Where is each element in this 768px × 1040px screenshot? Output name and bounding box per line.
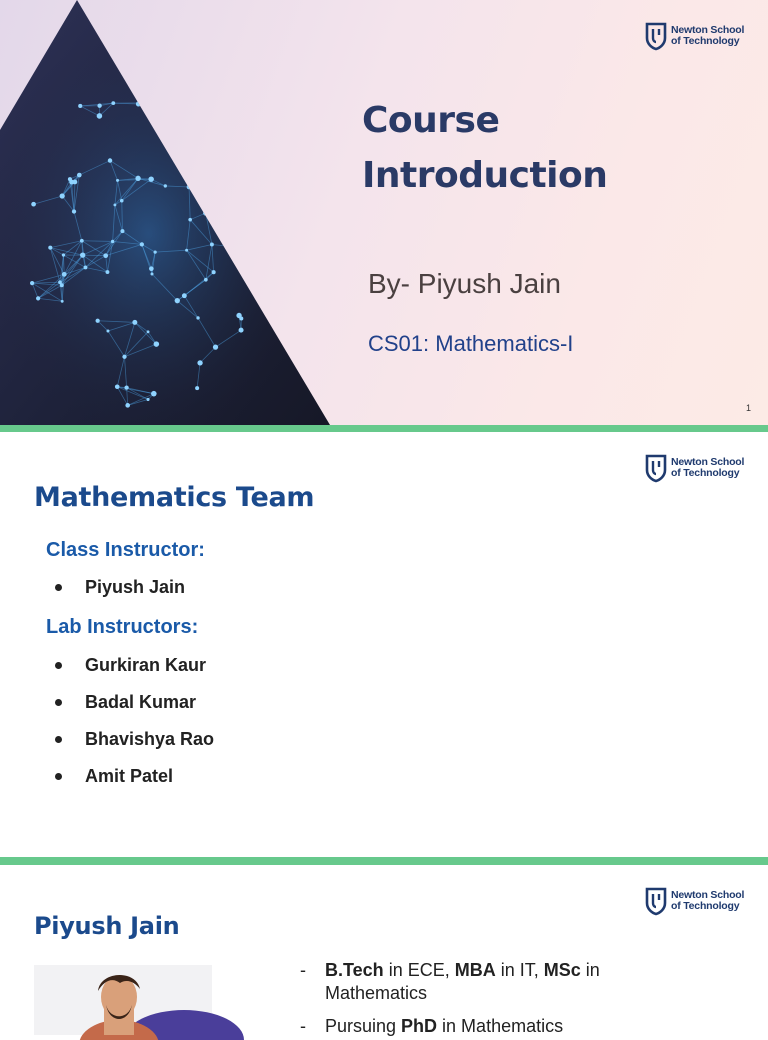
newton-shield-icon (645, 454, 667, 482)
network-node (61, 300, 64, 303)
network-node (111, 101, 115, 105)
qualification-fragment: Pursuing (325, 1016, 401, 1036)
qualification-text (325, 1015, 655, 1038)
network-node (149, 266, 154, 271)
logo-text-line2: of Technology (671, 468, 744, 479)
network-node (212, 107, 218, 113)
network-node (150, 273, 153, 276)
network-node (116, 179, 119, 182)
list-item (55, 729, 214, 750)
network-node (154, 250, 157, 253)
class-instructor-heading: Class Instructor: (46, 539, 205, 562)
qualification-text (325, 959, 655, 1005)
network-node (122, 355, 126, 359)
qualification-fragment: in Mathematics (325, 960, 600, 1003)
instructor-profile-slide (0, 865, 768, 1024)
qualification-highlight: MSc (544, 960, 581, 980)
qualification-highlight: MBA (455, 960, 496, 980)
network-node (182, 293, 187, 298)
network-node (213, 344, 218, 349)
network-node (188, 218, 192, 222)
bullet-icon (55, 584, 62, 591)
class-instructor-name: Piyush Jain (85, 577, 185, 598)
slide-title-line2: Introduction (362, 155, 607, 196)
network-node (242, 246, 247, 251)
network-node (196, 316, 199, 319)
qualification-fragment: in Mathematics (437, 1016, 563, 1036)
logo-text-line2: of Technology (671, 36, 744, 47)
list-item (55, 692, 196, 713)
network-node (239, 317, 243, 321)
title-slide (0, 0, 768, 425)
network-node (120, 199, 124, 203)
newton-school-logo (645, 887, 744, 915)
network-node (135, 176, 140, 181)
qualification-fragment: in IT, (496, 960, 544, 980)
slide-title-line1: Course (362, 100, 499, 141)
instructor-photo (34, 965, 212, 1035)
network-node (185, 249, 188, 252)
network-node (62, 253, 65, 256)
network-node (140, 242, 144, 246)
network-node (195, 386, 199, 390)
list-item (55, 577, 185, 598)
network-node (36, 296, 40, 300)
qualification-highlight: B.Tech (325, 960, 384, 980)
network-node (108, 158, 112, 162)
slide-title: Piyush Jain (34, 912, 179, 940)
network-node (111, 240, 114, 243)
network-node (113, 203, 116, 206)
network-node (154, 341, 160, 347)
network-node (106, 270, 110, 274)
network-node (125, 403, 130, 408)
network-node (68, 177, 72, 181)
network-node (212, 270, 216, 274)
dash-bullet: - (300, 1015, 306, 1038)
network-node (60, 193, 65, 198)
network-node (80, 252, 85, 257)
network-node (187, 185, 192, 190)
network-node (124, 385, 128, 389)
network-node (143, 101, 147, 105)
network-node (72, 209, 76, 213)
newton-school-logo (645, 22, 744, 50)
list-item (55, 766, 173, 787)
team-slide (0, 432, 768, 857)
network-node (248, 176, 251, 179)
network-node (239, 328, 244, 333)
page-number: 1 (746, 403, 751, 413)
bullet-icon (55, 736, 62, 743)
network-node (80, 239, 84, 243)
network-node (60, 283, 64, 287)
network-node (151, 391, 157, 397)
newton-school-logo (645, 454, 744, 482)
network-node (77, 173, 82, 178)
network-node (175, 298, 180, 303)
network-node (106, 329, 109, 332)
network-node (84, 266, 88, 270)
network-node (97, 113, 103, 119)
list-item (55, 655, 206, 676)
network-node (210, 243, 214, 247)
network-node (31, 202, 36, 207)
slide-title: Mathematics Team (34, 482, 314, 513)
course-code: CS01: Mathematics-I (368, 331, 573, 357)
lab-instructor-name: Amit Patel (85, 766, 173, 787)
qualification-highlight: PhD (401, 1016, 437, 1036)
network-node (30, 281, 34, 285)
network-triangle-graphic (0, 0, 330, 425)
network-node (136, 101, 141, 106)
network-node (147, 330, 150, 333)
dash-bullet: - (300, 959, 306, 982)
logo-text-line1: Newton School (671, 457, 744, 468)
network-node (48, 246, 52, 250)
logo-text-line2: of Technology (671, 901, 744, 912)
network-node (78, 104, 82, 108)
logo-text-line1: Newton School (671, 890, 744, 901)
slide-divider (0, 857, 768, 865)
network-node (203, 210, 208, 215)
newton-shield-icon (645, 887, 667, 915)
network-node (62, 272, 67, 277)
network-node (146, 398, 149, 401)
bullet-icon (55, 773, 62, 780)
newton-shield-icon (645, 22, 667, 50)
lab-instructor-name: Badal Kumar (85, 692, 196, 713)
network-node (204, 278, 208, 282)
lab-instructor-name: Bhavishya Rao (85, 729, 214, 750)
network-node (237, 168, 242, 173)
network-node (197, 360, 202, 365)
network-node (103, 253, 108, 258)
network-node (115, 384, 120, 389)
network-node (97, 104, 101, 108)
author-byline: By- Piyush Jain (368, 268, 561, 300)
bullet-icon (55, 662, 62, 669)
qualification-fragment: in ECE, (384, 960, 455, 980)
lab-instructors-heading: Lab Instructors: (46, 616, 198, 639)
network-node (120, 229, 124, 233)
network-node (164, 184, 167, 187)
lab-instructor-name: Gurkiran Kaur (85, 655, 206, 676)
network-node (132, 320, 137, 325)
network-node (96, 319, 100, 323)
network-node (148, 176, 153, 181)
bullet-icon (55, 699, 62, 706)
logo-text-line1: Newton School (671, 25, 744, 36)
